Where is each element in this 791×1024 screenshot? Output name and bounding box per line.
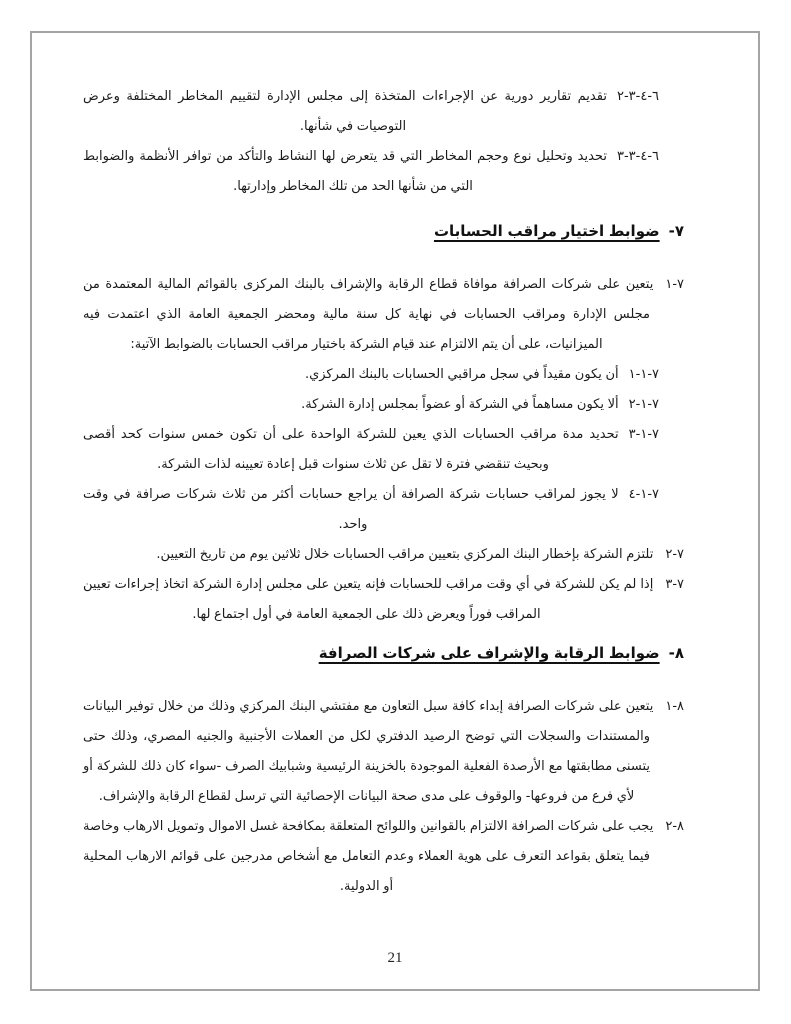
document-page — [30, 31, 760, 991]
item-number: ٦-٤-٣-٣ — [616, 149, 659, 164]
section-7-number: ٧- — [668, 222, 684, 240]
item-text: لا يجوز لمراقب حسابات شركة الصرافة أن يراجع حسابات أكثر من ثلاث شركات صرافة في وقت واحد. — [83, 487, 619, 532]
item-number: ٦-٤-٣-٢ — [616, 89, 659, 104]
list-item-6-4-3-3 — [83, 142, 659, 202]
list-item-7-1-2 — [83, 390, 659, 420]
item-number: ٧-١-٢ — [628, 397, 659, 412]
item-text: يجب على شركات الصرافة الالتزام بالقوانين واللوائح المتعلقة بمكافحة غسل الاموال وتمويل الارهاب وخاصة فيما يتعلق بقواعد التعرف على هوية العملاء وعدم التعامل مع أشخاص مدرجين على قوائم الارهاب المحلية أو الدولية. — [83, 819, 654, 894]
item-text: أن يكون مقيداً في سجل مراقبي الحسابات بالبنك المركزي. — [304, 367, 619, 382]
list-item-8-1 — [83, 692, 684, 812]
item-number: ٧-١-٣ — [628, 427, 659, 442]
section-7-heading — [83, 216, 684, 246]
item-text: إذا لم يكن للشركة في أي وقت مراقب للحسابات فإنه يتعين على مجلس إدارة الشركة اتخاذ إجراءات تعيين المراقب فوراً ويعرض ذلك على الجمعية العامة في أول اجتماع لها. — [83, 577, 654, 622]
page-number: 21 — [387, 950, 403, 966]
item-text: تحديد وتحليل نوع وحجم المخاطر التي قد يتعرض لها النشاط والتأكد من توافر الأنظمة والضوابط التي من شأنها الحد من تلك المخاطر وإدارتها. — [83, 149, 607, 194]
list-item-6-4-3-2 — [83, 82, 659, 142]
item-text: تقديم تقارير دورية عن الإجراءات المتخذة إلى مجلس الإدارة لتقييم المخاطر المختلفة وعرض التوصيات في شأنها. — [83, 89, 607, 134]
section-8-heading — [83, 638, 684, 668]
section-8-number: ٨- — [668, 644, 684, 662]
item-text: يتعين على شركات الصرافة إبداء كافة سبل التعاون مع مفتشي البنك المركزي وذلك من خلال توفير البيانات والمستندات والسجلات التي توضح الرصيد الدفتري لكل من العملات الأجنبية والجنيه المصري، وذلك حتى يتسنى مطابقتها مع الأرصدة الفعلية الموجودة بالخزينة الرئيسية وشبابيك الصرف -سواء كان ذلك للشركة أو لأي فرع من فروعها- والوقوف على مدى صحة البيانات الإحصائية التي ترسل لقطاع الرقابة والإشراف. — [83, 699, 654, 804]
item-text: يتعين على شركات الصرافة موافاة قطاع الرقابة والإشراف بالبنك المركزى بالقوائم المالية المعتمدة من مجلس الإدارة ومراقب الحسابات في نهاية كل سنة مالية ومحضر الجمعية العامة الذي اعتمدت فيه الميزانيات، على أن يتم الالتزام عند قيام الشركة باختيار مراقب الحسابات بالضوابط الآتية: — [83, 277, 654, 352]
item-number: ٧-٣ — [665, 577, 684, 592]
section-7-title: ضوابط اختيار مراقب الحسابات — [433, 222, 660, 240]
list-item-7-1-1 — [83, 360, 659, 390]
item-number: ٧-٢ — [665, 547, 684, 562]
item-number: ٨-٢ — [665, 819, 684, 834]
list-item-7-2 — [83, 540, 684, 570]
list-item-7-1-4 — [83, 480, 659, 540]
item-text: تحديد مدة مراقب الحسابات الذي يعين للشركة الواحدة على أن تكون خمس سنوات كحد أقصى وبحيث تنقضي فترة لا تقل عن ثلاث سنوات قبل إعادة تعيينه لذات الشركة. — [83, 427, 619, 472]
list-item-7-1-3 — [83, 420, 659, 480]
item-text: ألا يكون مساهماً في الشركة أو عضواً بمجلس إدارة الشركة. — [301, 397, 619, 412]
item-text: تلتزم الشركة بإخطار البنك المركزي بتعيين مراقب الحسابات خلال ثلاثين يوم من تاريخ التعيين. — [156, 547, 654, 562]
list-item-7-1 — [83, 270, 684, 360]
item-number: ٨-١ — [665, 699, 684, 714]
item-number: ٧-١-١ — [628, 367, 659, 382]
list-item-8-2 — [83, 812, 684, 902]
list-item-7-3 — [83, 570, 684, 630]
page-content — [83, 82, 684, 902]
item-number: ٧-١ — [665, 277, 684, 292]
item-number: ٧-١-٤ — [628, 487, 659, 502]
section-8-title: ضوابط الرقابة والإشراف على شركات الصرافة — [318, 644, 660, 662]
